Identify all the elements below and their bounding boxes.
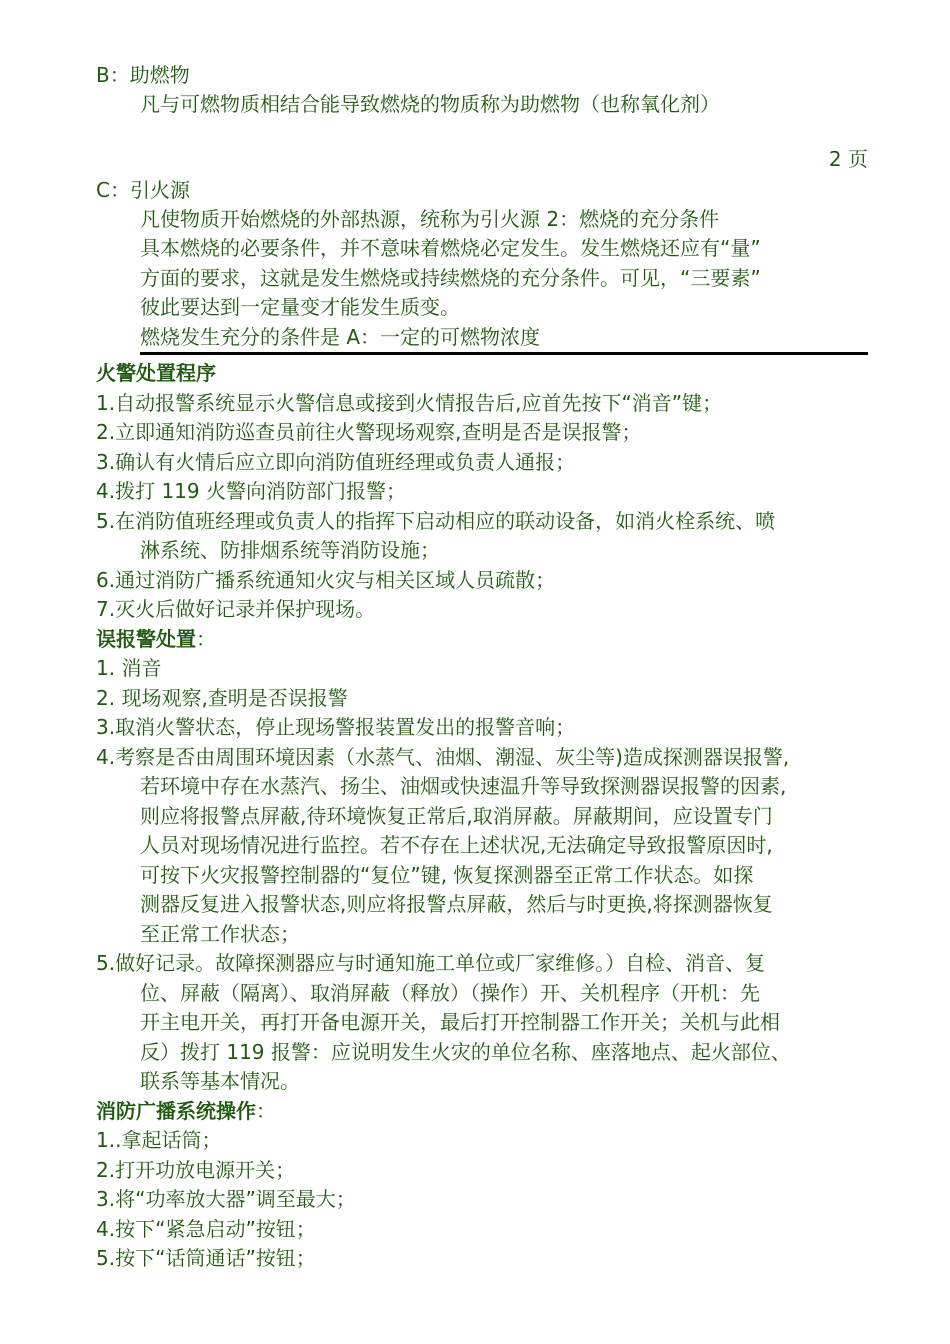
false-alarm-step-continued: 若环境中存在水蒸汽、扬尘、油烟或快速温升等导致探测器误报警的因素, bbox=[140, 774, 787, 798]
fire-alarm-step: 1.自动报警系统显示火警信息或接到火情报告后,应首先按下“消音”键； bbox=[96, 391, 723, 415]
section-b-body: 凡与可燃物质相结合能导致燃烧的物质称为助燃物（也称氧化剂） bbox=[140, 92, 720, 116]
section-c-line: 具本燃烧的必要条件，并不意味着燃烧必定发生。发生燃烧还应有“量” bbox=[140, 236, 761, 260]
fire-alarm-step: 3.确认有火情后应立即向消防值班经理或负责人通报； bbox=[96, 450, 576, 474]
broadcast-step: 3.将“功率放大器”调至最大； bbox=[96, 1187, 356, 1211]
false-alarm-step-continued: 人员对现场情况进行监控。若不存在上述状况,无法确定导致报警原因时, bbox=[140, 833, 773, 857]
false-alarm-step: 2. 现场观察,查明是否误报警 bbox=[96, 686, 348, 710]
broadcast-title: 消防广播系统操作 bbox=[96, 1099, 256, 1123]
false-alarm-step: 5.做好记录。故障探测器应与时通知施工单位或厂家维修。）自检、消音、复 bbox=[96, 951, 766, 975]
fire-alarm-step: 6.通过消防广播系统通知火灾与相关区域人员疏散； bbox=[96, 568, 556, 592]
section-b-heading: B：助燃物 bbox=[96, 63, 190, 87]
fire-alarm-step-continued: 淋系统、防排烟系统等消防设施； bbox=[140, 538, 440, 562]
fire-alarm-step: 4.拨打 119 火警向消防部门报警； bbox=[96, 479, 406, 503]
false-alarm-step-continued: 则应将报警点屏蔽,待环境恢复正常后,取消屏蔽。屏蔽期间，应设置专门 bbox=[140, 804, 773, 828]
broadcast-step: 2.打开功放电源开关； bbox=[96, 1158, 296, 1182]
broadcast-step: 1..拿起话筒； bbox=[96, 1128, 222, 1152]
fire-alarm-step: 7.灭火后做好记录并保护现场。 bbox=[96, 597, 376, 621]
section-c-line: 方面的要求，这就是发生燃烧或持续燃烧的充分条件。可见，“三要素” bbox=[140, 266, 761, 290]
section-c-heading: C：引火源 bbox=[96, 178, 190, 202]
false-alarm-step-continued: 位、屏蔽（隔离）、取消屏蔽（释放）（操作）开、关机程序（开机：先 bbox=[140, 981, 760, 1005]
section-c-line: 凡使物质开始燃烧的外部热源，统称为引火源 2：燃烧的充分条件 bbox=[140, 207, 720, 231]
horizontal-divider bbox=[140, 352, 868, 355]
section-c-line: 彼此要达到一定量变才能发生质变。 bbox=[140, 295, 460, 319]
false-alarm-step-continued: 测器反复进入报警状态,则应将报警点屏蔽，然后与时更换,将探测器恢复 bbox=[140, 892, 773, 916]
broadcast-heading bbox=[96, 1096, 276, 1126]
false-alarm-step-continued: 开主电开关，再打开备电源开关，最后打开控制器工作开关；关机与此相 bbox=[140, 1010, 780, 1034]
false-alarm-step-continued: 至正常工作状态； bbox=[140, 922, 300, 946]
fire-alarm-step: 2.立即通知消防巡查员前往火警现场观察,查明是否是误报警； bbox=[96, 420, 642, 444]
false-alarm-heading bbox=[96, 624, 216, 654]
fire-alarm-title: 火警处置程序 bbox=[96, 361, 216, 385]
fire-alarm-step: 5.在消防值班经理或负责人的指挥下启动相应的联动设备，如消火栓系统、喷 bbox=[96, 509, 776, 533]
false-alarm-step-continued: 反）拨打 119 报警：应说明发生火灾的单位名称、座落地点、起火部位、 bbox=[140, 1040, 791, 1064]
false-alarm-colon: ： bbox=[196, 627, 216, 651]
false-alarm-step-continued: 联系等基本情况。 bbox=[140, 1069, 300, 1093]
page-number: 2 页 bbox=[828, 147, 868, 171]
false-alarm-title: 误报警处置 bbox=[96, 627, 196, 651]
section-c-line: 燃烧发生充分的条件是 A：一定的可燃物浓度 bbox=[140, 325, 541, 349]
broadcast-colon: ： bbox=[256, 1099, 276, 1123]
broadcast-step: 5.按下“话筒通话”按钮； bbox=[96, 1246, 316, 1270]
broadcast-step: 4.按下“紧急启动”按钮； bbox=[96, 1217, 316, 1241]
false-alarm-step: 3.取消火警状态，停止现场警报装置发出的报警音响； bbox=[96, 715, 576, 739]
false-alarm-step-continued: 可按下火灾报警控制器的“复位”键, 恢复探测器至正常工作状态。如探 bbox=[140, 863, 754, 887]
false-alarm-step: 4.考察是否由周围环境因素（水蒸气、油烟、潮湿、灰尘等)造成探测器误报警, bbox=[96, 745, 790, 769]
false-alarm-step: 1. 消音 bbox=[96, 656, 162, 680]
